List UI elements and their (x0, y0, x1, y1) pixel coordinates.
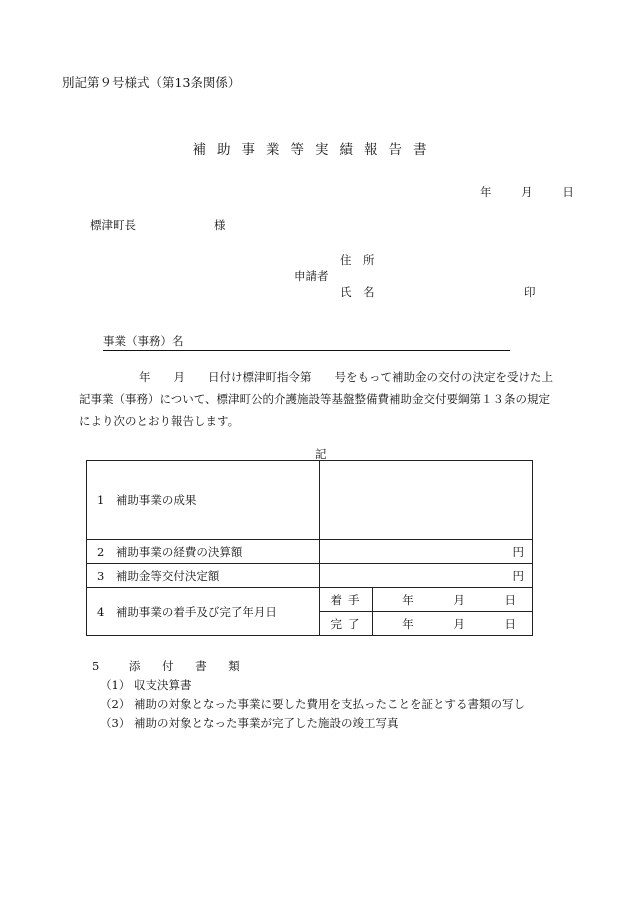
body-line-1: 年 月 日付け標津町指令第 号をもって補助金の交付の決定を受けた上 (139, 370, 553, 384)
start-month: 月 (453, 592, 465, 607)
start-year: 年 (402, 592, 414, 607)
project-name-line (103, 333, 510, 351)
end-label: 完了 (320, 612, 373, 636)
table-row (87, 588, 533, 612)
address-label: 住 所 (340, 253, 375, 267)
row2-unit: 円 (320, 540, 533, 564)
end-month: 月 (453, 616, 465, 631)
table-row (87, 564, 533, 588)
form-number: 別記第９号様式（第13条関係） (62, 75, 241, 90)
table-row (87, 540, 533, 564)
date-line (480, 184, 574, 200)
name-label: 氏 名 (340, 285, 375, 299)
body-line-3: により次のとおり報告します。 (79, 414, 240, 428)
date-year: 年 (480, 185, 492, 199)
row4-label: 4 補助事業の着手及び完了年月日 (87, 588, 320, 636)
report-table (86, 460, 533, 636)
row3-unit: 円 (320, 564, 533, 588)
row2-label: 2 補助事業の経費の決算額 (87, 540, 320, 564)
attachments-heading: 5 添 付 書 類 (92, 659, 249, 673)
project-name-label: 事業（事務）名 (103, 334, 184, 348)
attachments-section (92, 657, 525, 733)
attachment-item: （3） 補助の対象となった事業が完了した施設の竣工写真 (100, 716, 399, 730)
applicant-label: 申請者 (294, 269, 329, 283)
start-day: 日 (504, 592, 516, 607)
seal-mark: 印 (524, 285, 536, 299)
date-day: 日 (562, 185, 574, 199)
body-line-2: 記事業（事務）について、標津町公的介護施設等基盤整備費補助金交付要綱第１３条の規定 (79, 392, 551, 406)
row1-value (320, 461, 533, 540)
row3-label: 3 補助金等交付決定額 (87, 564, 320, 588)
attachment-item: （1） 収支決算書 (100, 678, 192, 692)
start-label: 着手 (320, 588, 373, 612)
end-year: 年 (402, 616, 414, 631)
attachment-item: （2） 補助の対象となった事業に要した費用を支払ったことを証とする書類の写し (100, 697, 525, 711)
date-month: 月 (521, 185, 533, 199)
start-date (373, 588, 533, 612)
row1-label: 1 補助事業の成果 (87, 461, 320, 540)
addressee-honorific: 様 (214, 218, 226, 232)
document-title: 補助事業等実績報告書 (192, 142, 438, 158)
table-row (87, 461, 533, 540)
addressee-name: 標津町長 (90, 218, 136, 232)
report-body (79, 366, 563, 432)
end-day: 日 (504, 616, 516, 631)
addressee (90, 217, 226, 233)
ki-heading: 記 (315, 447, 327, 461)
end-date (373, 612, 533, 636)
